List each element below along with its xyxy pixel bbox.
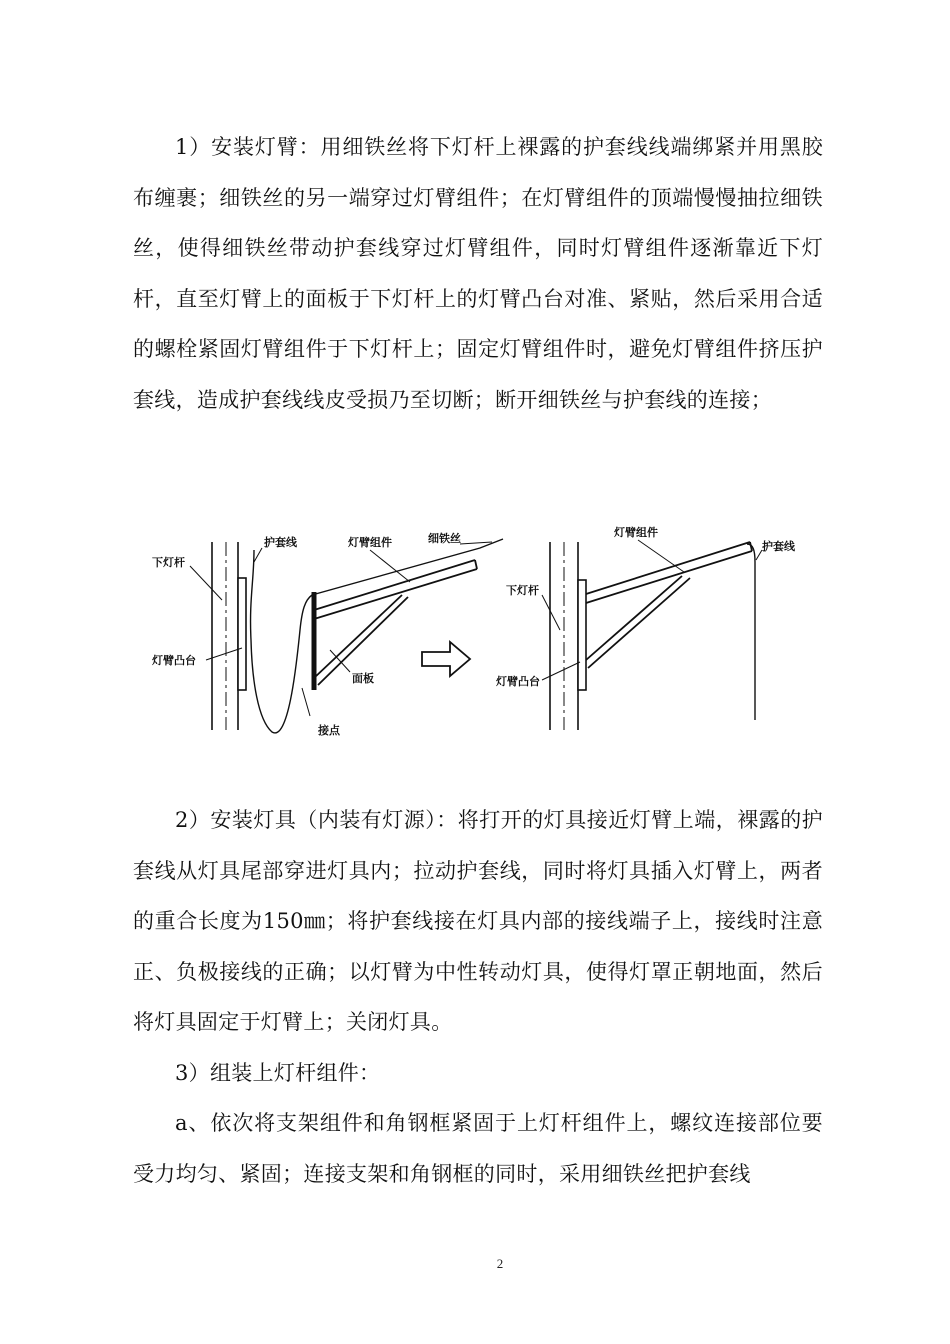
installation-diagram xyxy=(150,520,810,750)
label-lamp-arm-boss-right: 灯臂凸台 xyxy=(496,675,540,688)
left-lamp-arm-boss xyxy=(238,578,246,690)
label-lower-pole-left: 下灯杆 xyxy=(152,556,185,569)
label-sheathed-cable-right: 护套线 xyxy=(762,540,795,553)
left-sheathed-cable xyxy=(251,539,503,733)
paragraph-install-lamp-arm: 1）安装灯臂：用细铁丝将下灯杆上裸露的护套线线端绑紧并用黑胶布缠裹；细铁丝的另一端穿过灯臂组件；在灯臂组件的顶端慢慢抽拉细铁丝，使得细铁丝带动护套线穿过灯臂组件，同时灯臂组件逐渐靠近下灯杆，直至灯臂上的面板于下灯杆上的灯臂凸台对准、紧贴，然后采用合适的螺栓紧固灯臂组件于下灯杆上；固定灯臂组件时，避免灯臂组件挤压护套线，造成护套线线皮受损乃至切断；断开细铁丝与护套线的连接； xyxy=(133,135,823,412)
right-lamp-arm-boss xyxy=(578,580,586,690)
right-sheathed-cable xyxy=(747,544,755,720)
label-sheathed-cable-left: 护套线 xyxy=(264,536,297,549)
paragraph-assemble-bracket: a、依次将支架组件和角钢框紧固于上灯杆组件上，螺纹连接部位要受力均匀、紧固；连接支架和角钢框的同时，采用细铁丝把护套线 xyxy=(133,1111,823,1186)
label-lamp-arm-assembly-left: 灯臂组件 xyxy=(348,536,392,549)
label-panel: 面板 xyxy=(352,672,374,685)
paragraph-install-lamp: 2）安装灯具（内装有灯源）：将打开的灯具接近灯臂上端，裸露的护套线从灯具尾部穿进灯具内；拉动护套线，同时将灯具插入灯臂上，两者的重合长度为150㎜；将护套线接在灯具内部的接线端子上，接线时注意正、负极接线的正确；以灯臂为中性转动灯具，使得灯罩正朝地面，然后将灯具固定于灯臂上；关闭灯具。 xyxy=(133,808,823,1034)
arrow-icon xyxy=(422,642,470,676)
label-thin-wire: 细铁丝 xyxy=(428,532,461,545)
lamp-arm-installation-figure xyxy=(150,520,810,750)
label-lower-pole-right: 下灯杆 xyxy=(506,584,539,597)
label-joint: 接点 xyxy=(318,724,340,737)
page-number: 2 xyxy=(496,1256,504,1271)
label-lamp-arm-assembly-right: 灯臂组件 xyxy=(614,526,658,539)
paragraph-assemble-upper-pole-heading: 3）组装上灯杆组件： xyxy=(175,1061,381,1085)
label-lamp-arm-boss-left: 灯臂凸台 xyxy=(152,654,196,667)
